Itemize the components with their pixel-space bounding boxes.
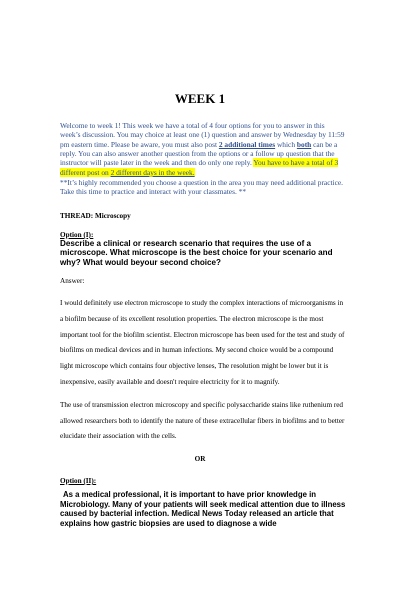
intro-emphasis-additional-times: 2 additional times — [218, 139, 276, 149]
thread-heading: THREAD: Microscopy — [60, 212, 131, 220]
page-title: WEEK 1 — [174, 91, 226, 106]
intro-paragraph — [60, 121, 345, 177]
intro-text-1: Welcome to week 1! This week we have a total of 4 four options for you to answer in this week’s discussion. You may choice at least one (1) question and answer by Wednesday by 11:59 pm eastern time. Please be aware, you must also post — [60, 121, 345, 149]
recommendation-note: **It’s highly recommended you choose a question in the area you may need additional practice. Take this time to practice and interact with your classmates. ** — [60, 178, 344, 197]
intro-text-3: can be a reply. You can also answer another question from the options or a follow up question that the instructor will paste later in the week and then do only one reply. — [60, 139, 338, 168]
or-separator: OR — [194, 455, 206, 463]
option-1-label: Option (I): — [60, 231, 94, 239]
option-2-label: Option (II): — [60, 477, 97, 485]
intro-text-2: which — [275, 139, 297, 149]
intro-emphasis-both: both — [296, 139, 312, 149]
answer-label: Answer: — [60, 277, 85, 285]
answer-paragraph-1: I would definitely use electron microscope to study the complex interactions of microorganisms in a biofilm because of its excellent resolution properties. The electron microscope is the most important tool for the biofilm scientist. Electron microscope has been used for the test and study of biofilms on medical devices and in human infections. My second choice would be a compound light microscope which contains four objective lenses, The resolution might be lower but it is inexpensive, easily available and doesn't require electricity for it to magnify. — [60, 299, 345, 386]
answer-paragraph-2: The use of transmission electron microscopy and specific polysaccharide stains like ruthenium red allowed researchers both to identify the nature of these extracellular fibers in biofilms and to better elucidate their association with the cells. — [60, 401, 345, 440]
option-2-question: As a medical professional, it is important to have prior knowledge in Microbiology. Many of your patients will seek medical attention due to illness caused by bacterial infection. Medical News Today released an article that explains how gastric biopsies are used to diagnose a wide — [60, 490, 346, 528]
intro-highlight-different-days: 2 different days in the week. — [110, 167, 195, 177]
intro-highlight-total-posts: You have to have a total of 3 different post on — [60, 158, 339, 177]
option-1-question: Describe a clinical or research scenario that requires the use of a microscope. What microscope is the best choice for your scenario and why? What would beyour second choice? — [60, 239, 333, 267]
